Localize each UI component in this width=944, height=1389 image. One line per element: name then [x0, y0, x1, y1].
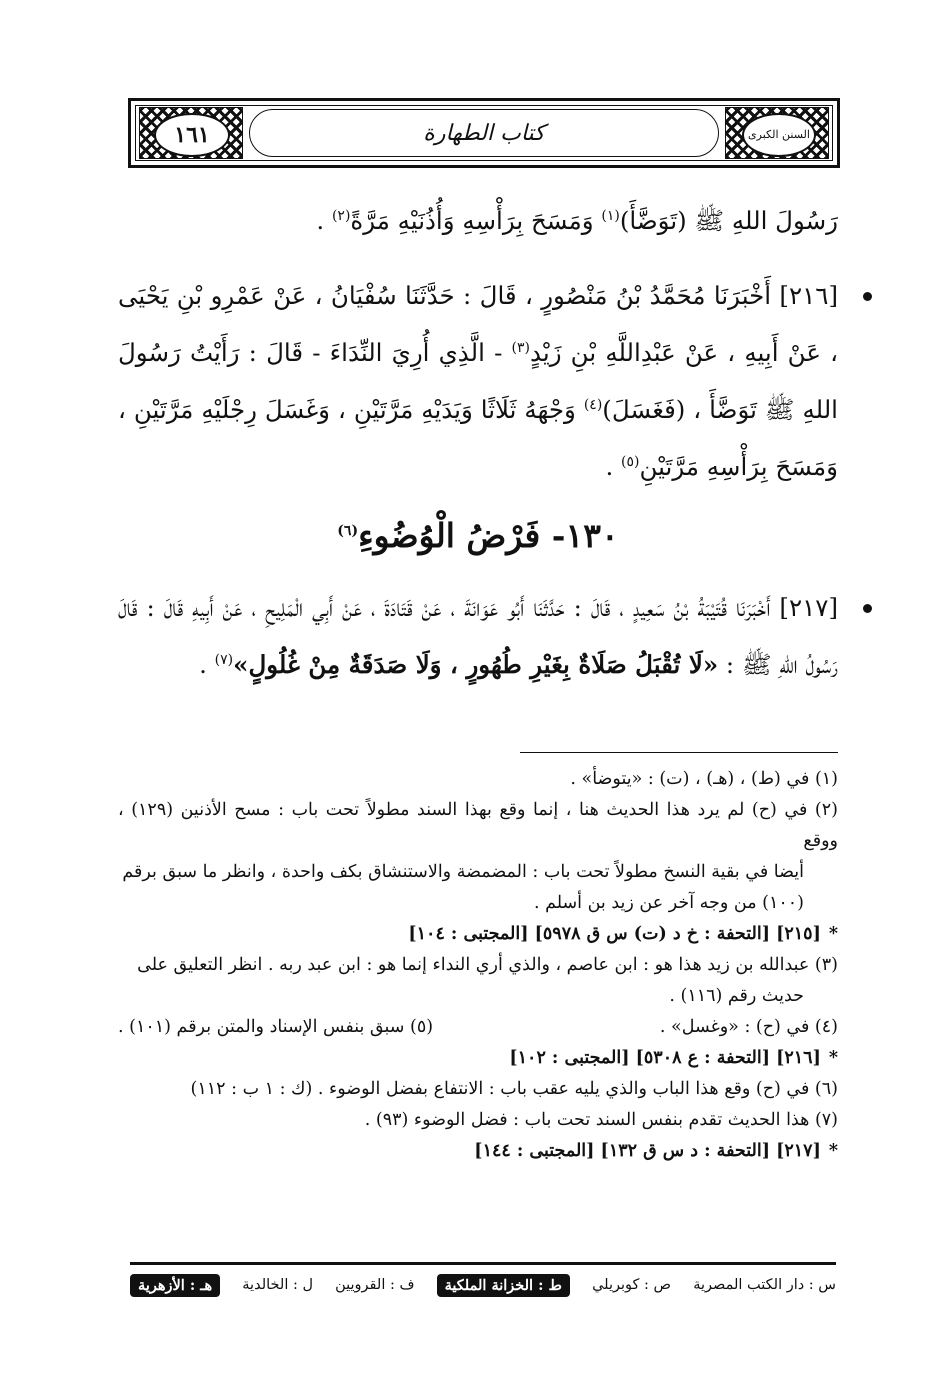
reference-215 [118, 919, 838, 950]
star-icon: * [828, 924, 838, 944]
footnote-ref-2[interactable]: (٢) [331, 208, 351, 224]
footnote-line: (١٠٠) من وجه آخر عن زيد بن أسلم . [533, 893, 804, 913]
reference-217 [118, 1136, 838, 1167]
legend-divider [130, 1262, 836, 1265]
section-heading [118, 516, 838, 555]
bullet-icon [863, 292, 872, 301]
page-number: ١٦١ [154, 113, 230, 157]
star-icon: * [828, 1141, 838, 1161]
footnote-ref-4[interactable]: (٤) [583, 397, 603, 414]
footnote-ref-5[interactable]: (٥) [621, 454, 640, 471]
legend-item: س : دار الكتب المصرية [693, 1277, 836, 1293]
legend-item-highlighted: ط : الخزانة الملكية [437, 1274, 570, 1297]
hadith-text: وَجْهَهُ ثَلَاثًا وَيَدَيْهِ مَرَّتَيْنِ ، وَغَسَلَ رِجْلَيْهِ مَرَّتَيْنِ ، وَمَسَحَ بِرَأْسِهِ مَرَّتَيْنِ [118, 395, 838, 482]
footnote-2 [118, 795, 838, 919]
footnote-ref-7[interactable]: (٧) [214, 652, 234, 668]
manuscript-legend [130, 1270, 836, 1300]
footnote-divider [520, 752, 838, 753]
footnote-ref-1[interactable]: (١) [601, 208, 620, 224]
reference-text: [٢١٧] [التحفة : د س ق ١٣٢] [المجتبى : ١٤٤] [474, 1141, 821, 1161]
section-title: ١٣٠- فَرْضُ الْوُضُوءِ [358, 516, 619, 555]
intro-line [118, 190, 838, 247]
footnotes [118, 764, 838, 1167]
intro-text: رَسُولَ اللهِ ﷺ (تَوَضَّأَ) [619, 206, 838, 236]
footnote-ref-6[interactable]: (٦) [337, 523, 359, 539]
intro-text: وَمَسَحَ بِرَأْسِهِ وَأُذُنَيْهِ مَرَّةً [350, 206, 602, 236]
footnote-7: (٧) هذا الحديث تقدم بنفس السند تحت باب : فضل الوضوء (٩٣) . [364, 1110, 838, 1130]
reference-text: [٢١٦] [التحفة : ع ٥٣٠٨] [المجتبى : ١٠٢] [509, 1048, 821, 1068]
star-icon: * [828, 1048, 838, 1068]
page-header [128, 98, 840, 168]
hadith-text: . [605, 452, 622, 482]
chapter-title: كتاب الطهارة [423, 120, 545, 146]
footnote-1: (١) في (ط) ، (هـ) ، (ت) : «يتوضأ» . [570, 769, 838, 789]
legend-item-highlighted: هـ : الأزهرية [130, 1274, 220, 1297]
hadith-217 [118, 582, 838, 691]
footnote-row [118, 1012, 838, 1043]
footnote-line: حديث رقم (١١٦) . [669, 986, 804, 1006]
header-title-box [249, 109, 719, 157]
bullet-icon [863, 604, 872, 613]
legend-item: ل : الخالدية [242, 1277, 313, 1293]
hadith-216 [118, 270, 838, 493]
legend-item: ف : القرويين [335, 1277, 415, 1293]
footnote-3 [118, 950, 838, 1012]
footnote-line: (٢) في (ح) لم يرد هذا الحديث هنا ، إنما وقع بهذا السند مطولاً تحت باب : مسح الأذنين (١٢٩) ، ووقع [118, 800, 838, 851]
intro-text: . [316, 206, 332, 236]
reference-text: [٢١٥] [التحفة : خ د (ت) س ق ٥٩٧٨] [المجتبى : ١٠٤] [408, 924, 821, 944]
footnote-6: (٦) في (ح) وقع هذا الباب والذي يليه عقب باب : الانتفاع بفضل الوضوء . (ك : ١ ب : ١١٢) [190, 1079, 838, 1099]
hadith-text: - الَّذِي أُرِيَ النِّدَاءَ - قَالَ : رَأَيْتُ رَسُولَ اللهِ ﷺ تَوَضَّأَ ، (فَغَسَلَ) [118, 338, 838, 425]
left-ornament [139, 107, 243, 159]
footnote-4: (٤) في (ح) : «وغسل» . [659, 1017, 838, 1037]
footnote-5: (٥) سبق بنفس الإسناد والمتن برقم (١٠١) . [118, 1017, 434, 1037]
footnote-line: (٣) عبدالله بن زيد هذا هو : ابن عاصم ، والذي أري النداء إنما هو : ابن عبد ربه . انظر التعليق على [137, 955, 838, 975]
footnote-ref-3[interactable]: (٣) [511, 340, 531, 356]
prophetic-saying: «لَا تُقْبَلُ صَلَاةٌ بِغَيْرِ طُهُورٍ ، وَلَا صَدَقَةٌ مِنْ غُلُولٍ» [233, 650, 719, 680]
book-emblem: السنن الكبرى [742, 113, 816, 157]
hadith-text: . [199, 650, 215, 680]
right-ornament [725, 107, 829, 159]
legend-item: ص : كوبريلي [592, 1277, 672, 1293]
hadith-text: [٢١٦] أَخْبَرَنَا مُحَمَّدُ بْنُ مَنْصُورٍ ، قَالَ : حَدَّثَنَا سُفْيَانُ ، عَنْ عَمْرِو بْنِ يَحْيَى ، عَنْ أَبِيهِ ، عَنْ عَبْدِاللَّهِ بْنِ زَيْدٍ [118, 281, 839, 368]
hadith-text: [٢١٧] أَخْبَرَنَا قُتَيْبَةُ بْنُ سَعِيدٍ ، قَالَ : حَدَّثَنَا أَبُو عَوَانَةَ ، عَنْ قَتَادَةَ ، عَنْ أَبِي الْمَلِيحِ ، عَنْ أَبِيهِ قَالَ : قَالَ رَسُولُ اللهِ ﷺ : [118, 593, 838, 680]
footnote-line: أيضا في بقية النسخ مطولاً تحت باب : المضمضة والاستنشاق بكف واحدة ، وانظر ما سبق برقم [122, 862, 804, 882]
reference-216 [118, 1043, 838, 1074]
